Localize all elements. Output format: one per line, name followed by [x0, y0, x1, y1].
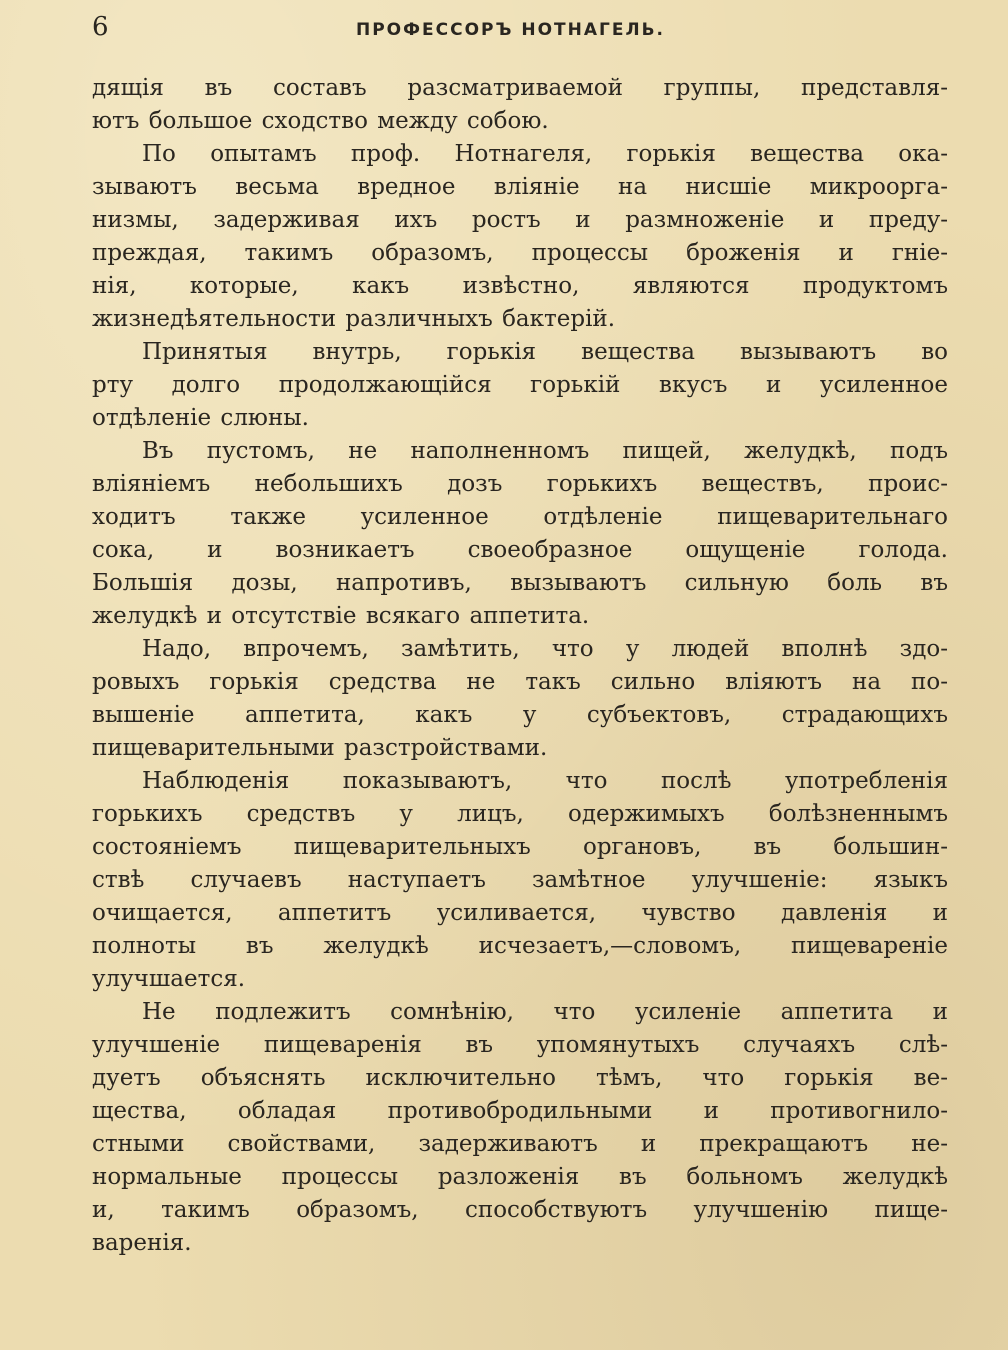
text-line: варенія. — [92, 1230, 192, 1256]
text-line: Въ пустомъ, не наполненномъ пищей, желудкѣ, подъ — [142, 438, 948, 464]
text-line: сока, и возникаетъ своеобразное ощущеніе голода. — [92, 537, 948, 563]
text-line: горькихъ средствъ у лицъ, одержимыхъ болѣзненнымъ — [92, 801, 948, 827]
paragraph — [92, 138, 948, 336]
paragraph — [92, 996, 948, 1260]
running-title: ПРОФЕССОРЪ НОТНАГЕЛЬ. — [356, 20, 666, 40]
paragraph — [92, 633, 948, 765]
text-line: Не подлежитъ сомнѣнію, что усиленіе аппетита и — [142, 999, 948, 1025]
text-line: дуетъ объяснять исключительно тѣмъ, что горькія ве- — [92, 1065, 948, 1091]
text-line: очищается, аппетитъ усиливается, чувство давленія и — [92, 900, 948, 926]
text-line: низмы, задерживая ихъ ростъ и размноженіе и преду- — [92, 207, 948, 233]
text-line: нормальные процессы разложенія въ больномъ желудкѣ — [92, 1164, 948, 1190]
text-line: дящія въ составъ разсматриваемой группы, представля- — [92, 75, 948, 101]
text-line: желудкѣ и отсутствіе всякаго аппетита. — [92, 603, 590, 629]
text-line: вышеніе аппетита, какъ у субъектовъ, страдающихъ — [92, 702, 948, 728]
text-line: Надо, впрочемъ, замѣтить, что у людей вполнѣ здо- — [142, 636, 948, 662]
paragraph — [92, 72, 948, 138]
text-line: преждая, такимъ образомъ, процессы броженія и гніе- — [92, 240, 948, 266]
text-line: улучшеніе пищеваренія въ упомянутыхъ случаяхъ слѣ- — [92, 1032, 948, 1058]
text-line: и, такимъ образомъ, способствуютъ улучшенію пище- — [92, 1197, 948, 1223]
text-line: жизнедѣятельности различныхъ бактерій. — [92, 306, 616, 332]
paragraph — [92, 435, 948, 633]
text-line: Принятыя внутрь, горькія вещества вызываютъ во — [142, 339, 948, 365]
text-line: Большія дозы, напротивъ, вызываютъ сильную боль въ — [92, 570, 948, 596]
text-line: ходитъ также усиленное отдѣленіе пищеварительнаго — [92, 504, 948, 530]
text-line: ютъ большое сходство между собою. — [92, 108, 549, 134]
text-line: щества, обладая противобродильными и противогнило- — [92, 1098, 948, 1124]
text-line: Наблюденія показываютъ, что послѣ употребленія — [142, 768, 948, 794]
page-header — [92, 12, 952, 48]
text-line: ствѣ случаевъ наступаетъ замѣтное улучшеніе: языкъ — [92, 867, 948, 893]
text-line: ровыхъ горькія средства не такъ сильно вліяютъ на по- — [92, 669, 948, 695]
body-text — [92, 72, 948, 1260]
text-line: состояніемъ пищеварительныхъ органовъ, въ большин- — [92, 834, 948, 860]
text-line: зываютъ весьма вредное вліяніе на нисшіе микроорга- — [92, 174, 948, 200]
page-number: 6 — [92, 12, 109, 42]
text-line: отдѣленіе слюны. — [92, 405, 309, 431]
text-line: рту долго продолжающійся горькій вкусъ и усиленное — [92, 372, 948, 398]
paragraph — [92, 336, 948, 435]
text-line: стными свойствами, задерживаютъ и прекращаютъ не- — [92, 1131, 948, 1157]
text-line: полноты въ желудкѣ исчезаетъ,—словомъ, пищевареніе — [92, 933, 948, 959]
text-line: нія, которые, какъ извѣстно, являются продуктомъ — [92, 273, 948, 299]
text-line: пищеварительными разстройствами. — [92, 735, 548, 761]
text-line: вліяніемъ небольшихъ дозъ горькихъ веществъ, проис- — [92, 471, 948, 497]
text-line: По опытамъ проф. Нотнагеля, горькія вещества ока- — [142, 141, 948, 167]
text-line: улучшается. — [92, 966, 246, 992]
paragraph — [92, 765, 948, 996]
